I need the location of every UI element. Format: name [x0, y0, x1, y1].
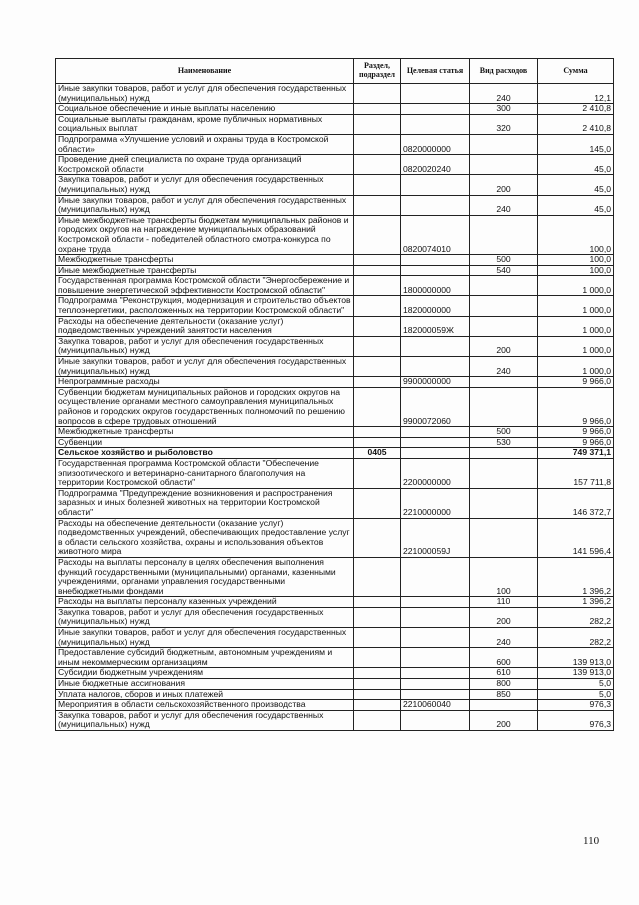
cell-type — [470, 700, 538, 711]
cell-type: 300 — [470, 104, 538, 115]
cell-sum: 139 913,0 — [538, 648, 614, 668]
cell-section — [354, 387, 401, 426]
cell-type: 240 — [470, 357, 538, 377]
cell-type — [470, 134, 538, 154]
cell-type — [470, 518, 538, 557]
cell-article — [401, 628, 470, 648]
table-row — [56, 679, 614, 690]
cell-name: Межбюджетные трансферты — [56, 427, 354, 438]
cell-section — [354, 710, 401, 730]
cell-name: Государственная программа Костромской области "Энергосбережение и повышение энергетической эффективности Костромской области" — [56, 276, 354, 296]
cell-section — [354, 518, 401, 557]
table-row — [56, 265, 614, 276]
cell-sum: 2 410,8 — [538, 104, 614, 115]
cell-article: 0820000000 — [401, 134, 470, 154]
cell-type: 200 — [470, 607, 538, 627]
cell-section — [354, 377, 401, 388]
header-type: Вид расходов — [470, 59, 538, 84]
table-row — [56, 668, 614, 679]
cell-name: Непрограммные расходы — [56, 377, 354, 388]
cell-sum: 146 372,7 — [538, 488, 614, 518]
cell-article — [401, 114, 470, 134]
cell-article — [401, 104, 470, 115]
cell-name: Иные закупки товаров, работ и услуг для обеспечения государственных (муниципальных) нужд — [56, 628, 354, 648]
cell-sum: 1 000,0 — [538, 357, 614, 377]
cell-sum: 1 396,2 — [538, 557, 614, 596]
cell-section — [354, 437, 401, 448]
cell-article — [401, 679, 470, 690]
cell-name: Сельское хозяйство и рыболовство — [56, 448, 354, 459]
cell-article: 0820074010 — [401, 215, 470, 254]
cell-section — [354, 296, 401, 316]
table-row — [56, 628, 614, 648]
cell-type — [470, 316, 538, 336]
cell-type — [470, 488, 538, 518]
cell-section — [354, 114, 401, 134]
cell-type: 530 — [470, 437, 538, 448]
cell-article — [401, 648, 470, 668]
table-row — [56, 700, 614, 711]
cell-article: 9900000000 — [401, 377, 470, 388]
cell-name: Расходы на выплаты персоналу в целях обеспечения выполнения функций государственными (муниципальными) органами, казенными учреждениями, органами управления государственными внебюджетными фондами — [56, 557, 354, 596]
table-row — [56, 689, 614, 700]
cell-type: 500 — [470, 427, 538, 438]
cell-section — [354, 597, 401, 608]
cell-name: Расходы на обеспечение деятельности (оказание услуг) подведомственных учреждений занятости населения — [56, 316, 354, 336]
cell-name: Иные межбюджетные трансферты бюджетам муниципальных районов и городских округов на награждение муниципальных образований Костромской области - победителей областного смотра-конкурса по охране труда — [56, 215, 354, 254]
cell-section — [354, 84, 401, 104]
cell-section — [354, 215, 401, 254]
cell-section — [354, 427, 401, 438]
cell-sum: 45,0 — [538, 155, 614, 175]
cell-sum: 749 371,1 — [538, 448, 614, 459]
table-row — [56, 255, 614, 266]
cell-section — [354, 134, 401, 154]
cell-section — [354, 648, 401, 668]
cell-type: 600 — [470, 648, 538, 668]
cell-sum: 139 913,0 — [538, 668, 614, 679]
cell-type — [470, 448, 538, 459]
cell-type — [470, 215, 538, 254]
cell-name: Социальные выплаты гражданам, кроме публичных нормативных социальных выплат — [56, 114, 354, 134]
cell-sum: 1 000,0 — [538, 336, 614, 356]
cell-article: 2210060040 — [401, 700, 470, 711]
cell-sum: 145,0 — [538, 134, 614, 154]
cell-article — [401, 668, 470, 679]
cell-sum: 9 966,0 — [538, 377, 614, 388]
cell-type — [470, 296, 538, 316]
cell-name: Подпрограмма «Улучшение условий и охраны труда в Костромской области» — [56, 134, 354, 154]
budget-table — [55, 58, 614, 731]
table-row — [56, 448, 614, 459]
cell-type: 200 — [470, 175, 538, 195]
cell-section — [354, 488, 401, 518]
table-row — [56, 518, 614, 557]
cell-sum: 1 000,0 — [538, 296, 614, 316]
table-row — [56, 195, 614, 215]
cell-article — [401, 357, 470, 377]
cell-section — [354, 104, 401, 115]
cell-sum: 1 000,0 — [538, 276, 614, 296]
cell-article — [401, 84, 470, 104]
cell-name: Закупка товаров, работ и услуг для обеспечения государственных (муниципальных) нужд — [56, 710, 354, 730]
table-row — [56, 648, 614, 668]
cell-section — [354, 255, 401, 266]
cell-section — [354, 336, 401, 356]
cell-type: 200 — [470, 710, 538, 730]
cell-article — [401, 689, 470, 700]
cell-name: Иные закупки товаров, работ и услуг для обеспечения государственных (муниципальных) нужд — [56, 357, 354, 377]
cell-type: 200 — [470, 336, 538, 356]
cell-article — [401, 607, 470, 627]
cell-article: 2210000000 — [401, 488, 470, 518]
table-row — [56, 607, 614, 627]
cell-type — [470, 377, 538, 388]
table-row — [56, 437, 614, 448]
cell-article — [401, 710, 470, 730]
cell-section — [354, 628, 401, 648]
cell-name: Закупка товаров, работ и услуг для обеспечения государственных (муниципальных) нужд — [56, 607, 354, 627]
table-row — [56, 155, 614, 175]
cell-name: Субвенции бюджетам муниципальных районов и городских округов на осуществление органами местного самоуправления муниципальных районов и городских округов государственных полномочий по решению вопросов в сфере трудовых отношений — [56, 387, 354, 426]
cell-section — [354, 557, 401, 596]
cell-article: 1800000000 — [401, 276, 470, 296]
table-row — [56, 597, 614, 608]
cell-name: Субвенции — [56, 437, 354, 448]
cell-sum: 45,0 — [538, 195, 614, 215]
cell-type: 240 — [470, 84, 538, 104]
cell-name: Иные закупки товаров, работ и услуг для обеспечения государственных (муниципальных) нужд — [56, 195, 354, 215]
cell-type: 240 — [470, 628, 538, 648]
cell-type — [470, 458, 538, 488]
cell-type: 110 — [470, 597, 538, 608]
cell-name: Подпрограмма "Предупреждение возникновения и распространения заразных и иных болезней животных на территории Костромской области" — [56, 488, 354, 518]
cell-section — [354, 265, 401, 276]
cell-article — [401, 195, 470, 215]
cell-type: 610 — [470, 668, 538, 679]
cell-name: Иные закупки товаров, работ и услуг для обеспечения государственных (муниципальных) нужд — [56, 84, 354, 104]
table-row — [56, 427, 614, 438]
cell-name: Социальное обеспечение и иные выплаты населению — [56, 104, 354, 115]
cell-section — [354, 679, 401, 690]
cell-article — [401, 448, 470, 459]
cell-sum: 100,0 — [538, 255, 614, 266]
table-row — [56, 316, 614, 336]
cell-name: Мероприятия в области сельскохозяйственного производства — [56, 700, 354, 711]
cell-article: 221000059J — [401, 518, 470, 557]
cell-sum: 976,3 — [538, 710, 614, 730]
cell-name: Субсидии бюджетным учреждениям — [56, 668, 354, 679]
cell-article: 2200000000 — [401, 458, 470, 488]
table-header — [56, 59, 614, 84]
cell-sum: 282,2 — [538, 607, 614, 627]
cell-article — [401, 265, 470, 276]
cell-section — [354, 357, 401, 377]
cell-section — [354, 668, 401, 679]
table-row — [56, 336, 614, 356]
cell-sum: 2 410,8 — [538, 114, 614, 134]
cell-section — [354, 276, 401, 296]
table-row — [56, 458, 614, 488]
table-row — [56, 296, 614, 316]
cell-type: 850 — [470, 689, 538, 700]
cell-type: 500 — [470, 255, 538, 266]
table-row — [56, 175, 614, 195]
table-row — [56, 114, 614, 134]
cell-sum: 157 711,8 — [538, 458, 614, 488]
cell-sum: 1 396,2 — [538, 597, 614, 608]
cell-sum: 1 000,0 — [538, 316, 614, 336]
cell-article — [401, 557, 470, 596]
cell-sum: 100,0 — [538, 215, 614, 254]
cell-sum: 141 596,4 — [538, 518, 614, 557]
cell-article — [401, 427, 470, 438]
cell-section — [354, 155, 401, 175]
cell-name: Расходы на обеспечение деятельности (оказание услуг) подведомственных учреждений, обеспечивающих предоставление услуг в области сельского хозяйства, охраны и использования объектов животного мира — [56, 518, 354, 557]
cell-article — [401, 336, 470, 356]
cell-sum: 9 966,0 — [538, 387, 614, 426]
header-name: Наименование — [56, 59, 354, 84]
cell-sum: 282,2 — [538, 628, 614, 648]
table-row — [56, 557, 614, 596]
cell-name: Государственная программа Костромской области "Обеспечение эпизоотического и ветеринарно-санитарного благополучия на территории Костромской области" — [56, 458, 354, 488]
cell-type: 240 — [470, 195, 538, 215]
table-row — [56, 84, 614, 104]
table-row — [56, 710, 614, 730]
header-sum: Сумма — [538, 59, 614, 84]
cell-section — [354, 175, 401, 195]
cell-name: Иные межбюджетные трансферты — [56, 265, 354, 276]
cell-section: 0405 — [354, 448, 401, 459]
cell-section — [354, 195, 401, 215]
table-row — [56, 276, 614, 296]
cell-name: Иные бюджетные ассигнования — [56, 679, 354, 690]
table-row — [56, 377, 614, 388]
cell-article — [401, 175, 470, 195]
cell-article: 9900072060 — [401, 387, 470, 426]
cell-article: 182000059Ж — [401, 316, 470, 336]
cell-article — [401, 255, 470, 266]
cell-section — [354, 607, 401, 627]
cell-section — [354, 689, 401, 700]
cell-type — [470, 387, 538, 426]
cell-sum: 5,0 — [538, 679, 614, 690]
cell-name: Закупка товаров, работ и услуг для обеспечения государственных (муниципальных) нужд — [56, 175, 354, 195]
cell-name: Закупка товаров, работ и услуг для обеспечения государственных (муниципальных) нужд — [56, 336, 354, 356]
cell-type: 320 — [470, 114, 538, 134]
cell-section — [354, 316, 401, 336]
table-body — [56, 84, 614, 731]
cell-name: Уплата налогов, сборов и иных платежей — [56, 689, 354, 700]
header-article: Целевая статья — [401, 59, 470, 84]
table-row — [56, 387, 614, 426]
cell-name: Расходы на выплаты персоналу казенных учреждений — [56, 597, 354, 608]
table-row — [56, 134, 614, 154]
cell-sum: 45,0 — [538, 175, 614, 195]
cell-type: 100 — [470, 557, 538, 596]
table-row — [56, 104, 614, 115]
cell-sum: 976,3 — [538, 700, 614, 711]
cell-sum: 5,0 — [538, 689, 614, 700]
cell-sum: 9 966,0 — [538, 427, 614, 438]
cell-type — [470, 276, 538, 296]
cell-type: 540 — [470, 265, 538, 276]
cell-section — [354, 458, 401, 488]
cell-article — [401, 437, 470, 448]
table-row — [56, 488, 614, 518]
cell-name: Предоставление субсидий бюджетным, автономным учреждениям и иным некоммерческим организациям — [56, 648, 354, 668]
cell-article: 0820020240 — [401, 155, 470, 175]
cell-name: Подпрограмма "Реконструкция, модернизация и строительство объектов теплоэнергетики, расположенных на территории Костромской области" — [56, 296, 354, 316]
cell-sum: 9 966,0 — [538, 437, 614, 448]
table-row — [56, 215, 614, 254]
header-section: Раздел, подраздел — [354, 59, 401, 84]
cell-section — [354, 700, 401, 711]
cell-article: 1820000000 — [401, 296, 470, 316]
cell-type — [470, 155, 538, 175]
cell-article — [401, 597, 470, 608]
table-row — [56, 357, 614, 377]
cell-name: Межбюджетные трансферты — [56, 255, 354, 266]
cell-name: Проведение дней специалиста по охране труда организаций Костромской области — [56, 155, 354, 175]
cell-sum: 100,0 — [538, 265, 614, 276]
cell-type: 800 — [470, 679, 538, 690]
cell-sum: 12,1 — [538, 84, 614, 104]
page-number: 110 — [583, 835, 600, 847]
